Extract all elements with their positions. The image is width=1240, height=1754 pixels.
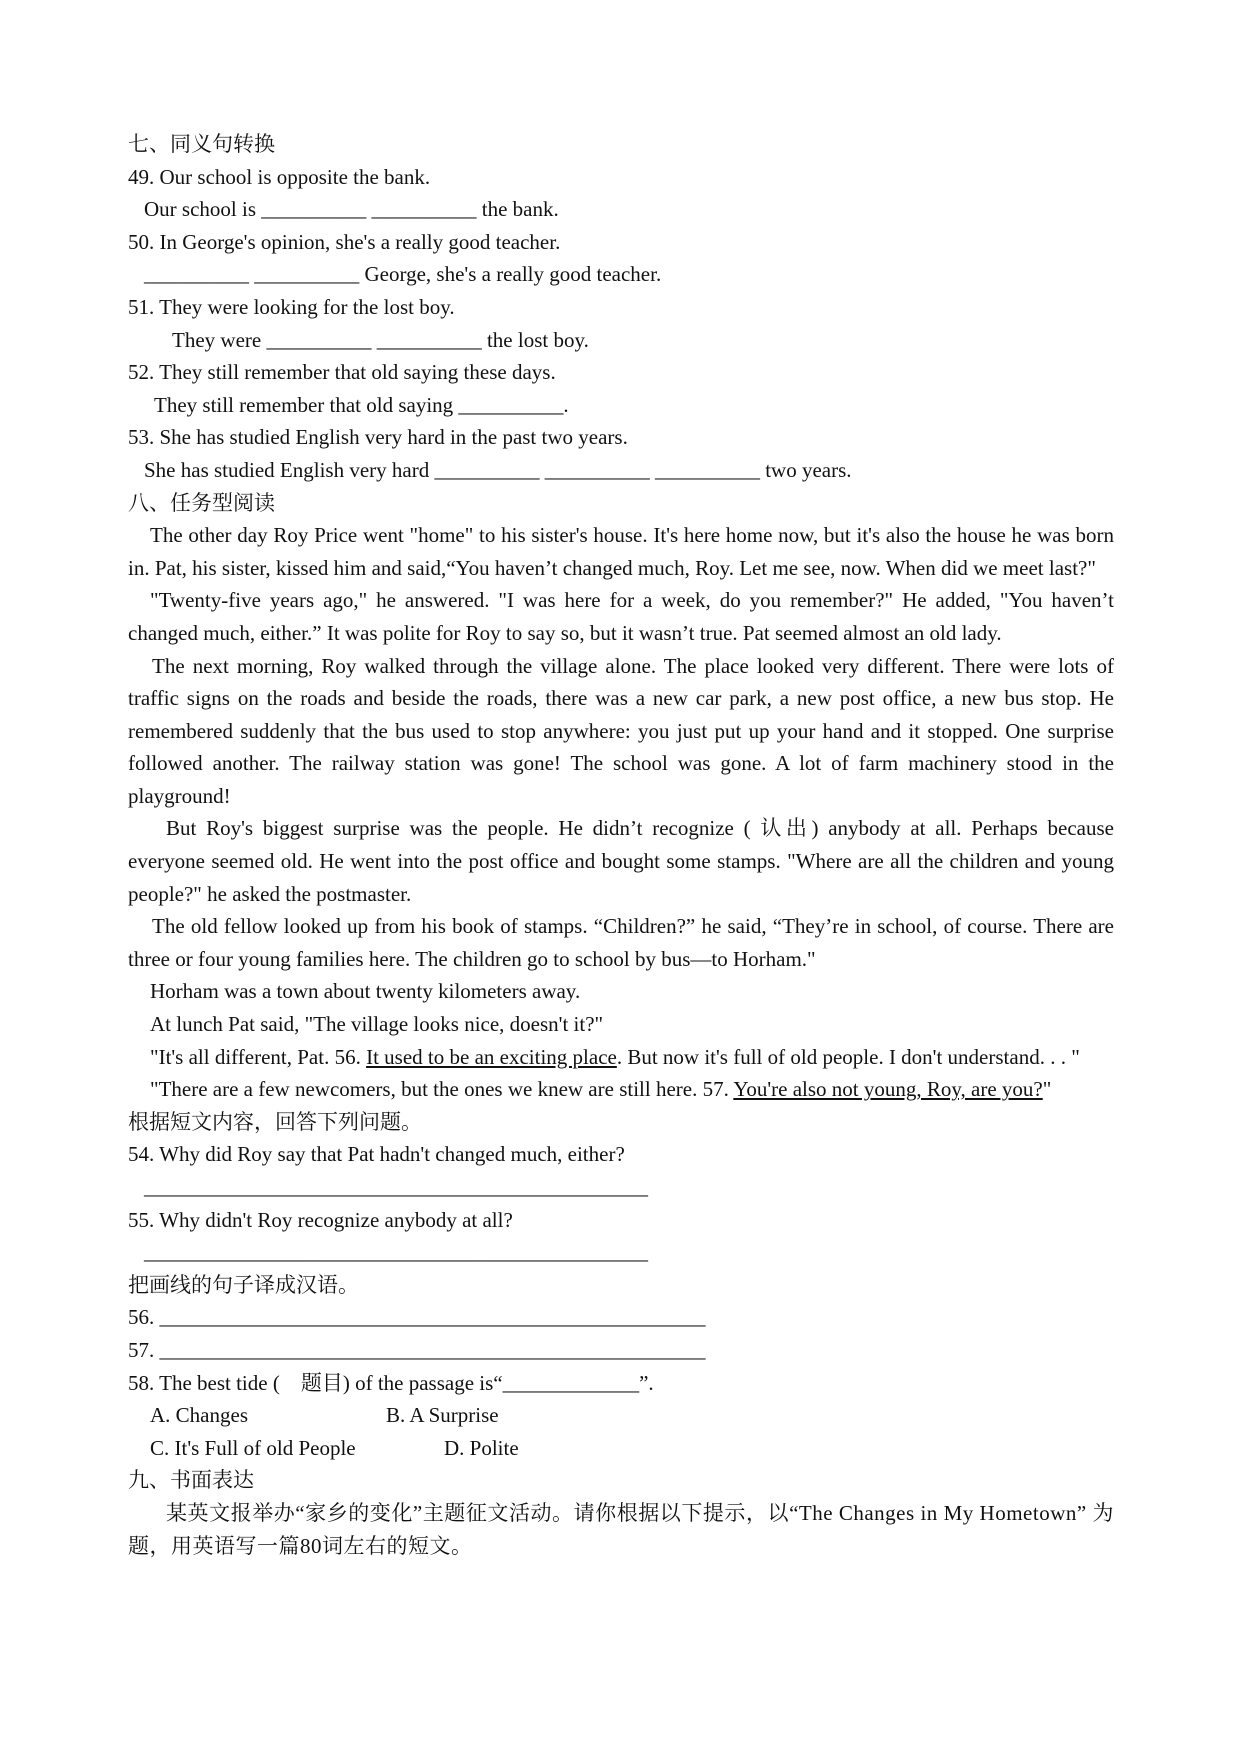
question-54: 54. Why did Roy say that Pat hadn't changed much, either? — [128, 1142, 625, 1167]
exam-page — [128, 128, 1114, 1562]
options-row-2 — [128, 1432, 1114, 1465]
question-57: 57. ____________________________________________________ — [128, 1337, 706, 1362]
answer-line-49: Our school is __________ __________ the bank. — [144, 197, 559, 222]
instruction-translate: 把画线的句子译成汉语。 — [128, 1272, 359, 1297]
instruction-answer-questions: 根据短文内容，回答下列问题。 — [128, 1109, 422, 1134]
section-9-heading: 九、书面表达 — [128, 1468, 254, 1493]
section-8-heading: 八、任务型阅读 — [128, 490, 275, 515]
passage-paragraph-4: But Roy's biggest surprise was the people. He didn’t recognize ( 认出) anybody at all. Perhaps because everyone seemed old. He went into the post office and bought some stamps. "Where are all the children and young people?" he asked the postmaster. — [128, 816, 1114, 906]
question-49: 49. Our school is opposite the bank. — [128, 164, 431, 189]
answer-line-50: __________ __________ George, she's a really good teacher. — [144, 262, 662, 287]
underlined-sentence-57: You're also not young, Roy, are you? — [733, 1077, 1043, 1102]
question-58: 58. The best tide ( 题目) of the passage is“_____________”. — [128, 1370, 654, 1395]
question-51: 51. They were looking for the lost boy. — [128, 294, 455, 319]
paragraph-8-end: . But now it's full of old people. I don't understand. . . " — [616, 1044, 1080, 1069]
question-52: 52. They still remember that old saying these days. — [128, 360, 556, 385]
question-50: 50. In George's opinion, she's a really good teacher. — [128, 229, 561, 254]
option-c: C. It's Full of old People — [150, 1435, 356, 1460]
answer-line-51: They were __________ __________ the lost boy. — [172, 327, 589, 352]
passage-paragraph-2: "Twenty-five years ago," he answered. "I was here for a week, do you remember?" He added, "You haven’t changed much, either.” It was polite for Roy to say so, but it wasn’t true. Pat seemed almost an old lady. — [128, 588, 1114, 645]
passage-paragraph-6: Horham was a town about twenty kilometers away. — [150, 979, 581, 1004]
passage-paragraph-8 — [128, 1041, 1114, 1074]
option-d: D. Polite — [444, 1435, 519, 1460]
option-a: A. Changes — [150, 1403, 248, 1428]
passage-paragraph-3: The next morning, Roy walked through the village alone. The place looked very different. There were lots of traffic signs on the roads and beside the roads, there was a new car park, a new post office, a new bus stop. He remembered suddenly that the bus used to stop anywhere: you just put up your hand and it stopped. One surprise followed another. The railway station was gone! The school was gone. A lot of farm machinery stood in the playground! — [128, 653, 1114, 808]
question-55: 55. Why didn't Roy recognize anybody at all? — [128, 1207, 513, 1232]
paragraph-9-end: " — [1042, 1077, 1052, 1102]
passage-paragraph-7: At lunch Pat said, "The village looks nice, doesn't it?" — [150, 1012, 604, 1037]
option-b: B. A Surprise — [386, 1403, 499, 1428]
question-56: 56. ____________________________________________________ — [128, 1305, 706, 1330]
passage-paragraph-5: The old fellow looked up from his book of stamps. “Children?” he said, “They’re in school, of course. There are three or four young families here. The children go to school by bus—to Horham." — [128, 914, 1114, 971]
section-7-heading: 七、同义句转换 — [128, 132, 275, 156]
options-row-1 — [128, 1399, 1114, 1432]
writing-prompt: 某英文报举办“家乡的变化”主题征文活动。请你根据以下提示，以“The Changes in My Hometown” 为题，用英语写一篇80词左右的短文。 — [128, 1500, 1114, 1558]
passage-paragraph-9 — [128, 1073, 1114, 1106]
answer-line-53: She has studied English very hard __________ __________ __________ two years. — [144, 457, 852, 482]
paragraph-8-start: "It's all different, Pat. 56. — [150, 1044, 367, 1069]
answer-line-55: ________________________________________________ — [144, 1240, 648, 1265]
question-53: 53. She has studied English very hard in the past two years. — [128, 425, 628, 450]
underlined-sentence-56: It used to be an exciting place — [366, 1044, 617, 1069]
answer-line-52: They still remember that old saying __________. — [154, 392, 569, 417]
paragraph-9-start: "There are a few newcomers, but the ones we knew are still here. 57. — [150, 1077, 734, 1102]
passage-paragraph-1: The other day Roy Price went "home" to his sister's house. It's here home now, but it's also the house he was born in. Pat, his sister, kissed him and said,“You haven’t changed much, Roy. Let me see, now. When did we meet last?" — [128, 523, 1114, 580]
answer-line-54: ________________________________________________ — [144, 1175, 648, 1199]
